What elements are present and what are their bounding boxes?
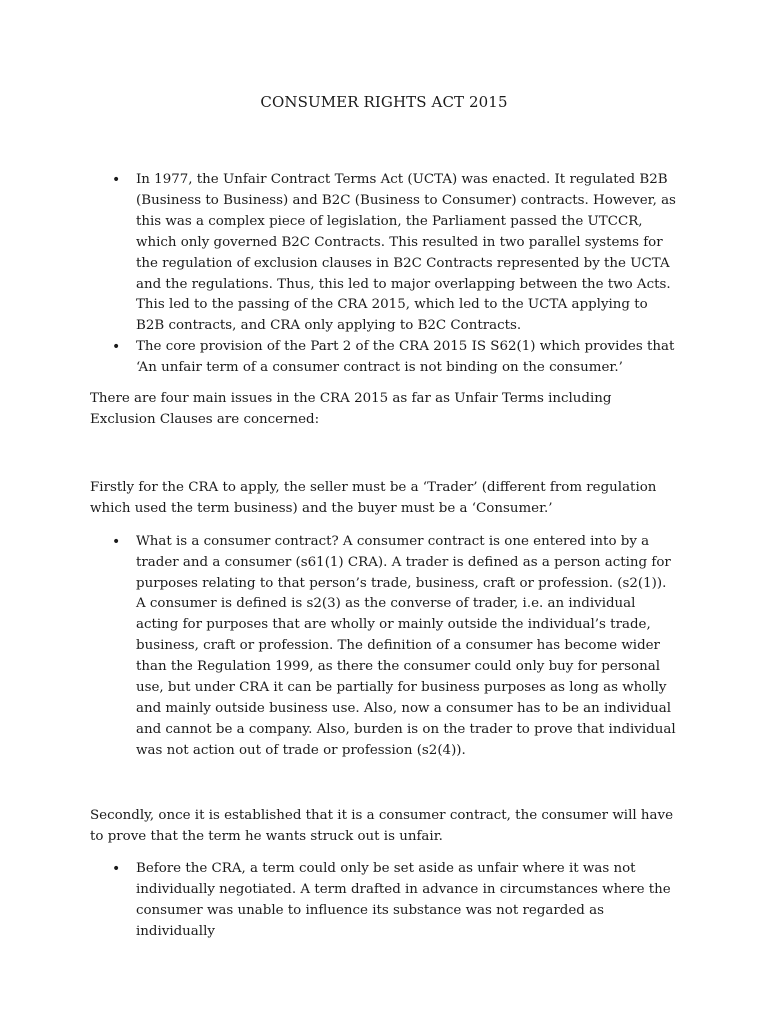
document-body [90,170,680,943]
bullet-list-history [90,170,680,379]
document-title: CONSUMER RIGHTS ACT 2015 [260,93,508,111]
list-item: • Before the CRA, a term could only be set aside as unfair where it was not individually negotiated. A term drafted in advance in circumstances where the consumer was unable to influence its substance was not regarded as individually [90,859,680,943]
list-item: • In 1977, the Unfair Contract Terms Act (UCTA) was enacted. It regulated B2B (Business to Business) and B2C (Business to Consumer) contracts. However, as this was a complex piece of legislation, the Parliament passed the UTCCR, which only governed B2C Contracts. This resulted in two parallel systems for the regulation of exclusion clauses in B2C Contracts represented by the UCTA and the regulations. Thus, this led to major overlapping between the two Acts. This led to the passing of the CRA 2015, which led to the UCTA applying to B2B contracts, and CRA only applying to B2C Contracts. [90,170,680,337]
paragraph-main-issues: There are four main issues in the CRA 2015 as far as Unfair Terms including Exclusion Clauses are concerned: [90,391,612,427]
paragraph-firstly: Firstly for the CRA to apply, the seller must be a ‘Trader’ (different from regulation which used the term business) and the buyer must be a ‘Consumer.’ [90,479,657,516]
paragraph-secondly: Secondly, once it is established that it is a consumer contract, the consumer will have to prove that the term he wants struck out is unfair. [90,807,673,844]
list-item: • The core provision of the Part 2 of the CRA 2015 IS S62(1) which provides that ‘An unfair term of a consumer contract is not binding on the consumer.’ [90,337,680,379]
bullet-list-consumer-contract [90,532,680,762]
bullet-list-before-cra [90,859,680,943]
list-item: • What is a consumer contract? A consumer contract is one entered into by a trader and a consumer (s61(1) CRA). A trader is defined as a person acting for purposes relating to that person’s trade, business, craft or profession. (s2(1)). A consumer is defined is s2(3) as the converse of trader, i.e. an individual acting for purposes that are wholly or mainly outside the individual’s trade, business, craft or profession. The definition of a consumer has become wider than the Regulation 1999, as there the consumer could only buy for personal use, but under CRA it can be partially for business purposes as long as wholly and mainly outside business use. Also, now a consumer has to be an individual and cannot be a company. Also, burden is on the trader to prove that individual was not action out of trade or profession (s2(4)). [90,532,680,762]
